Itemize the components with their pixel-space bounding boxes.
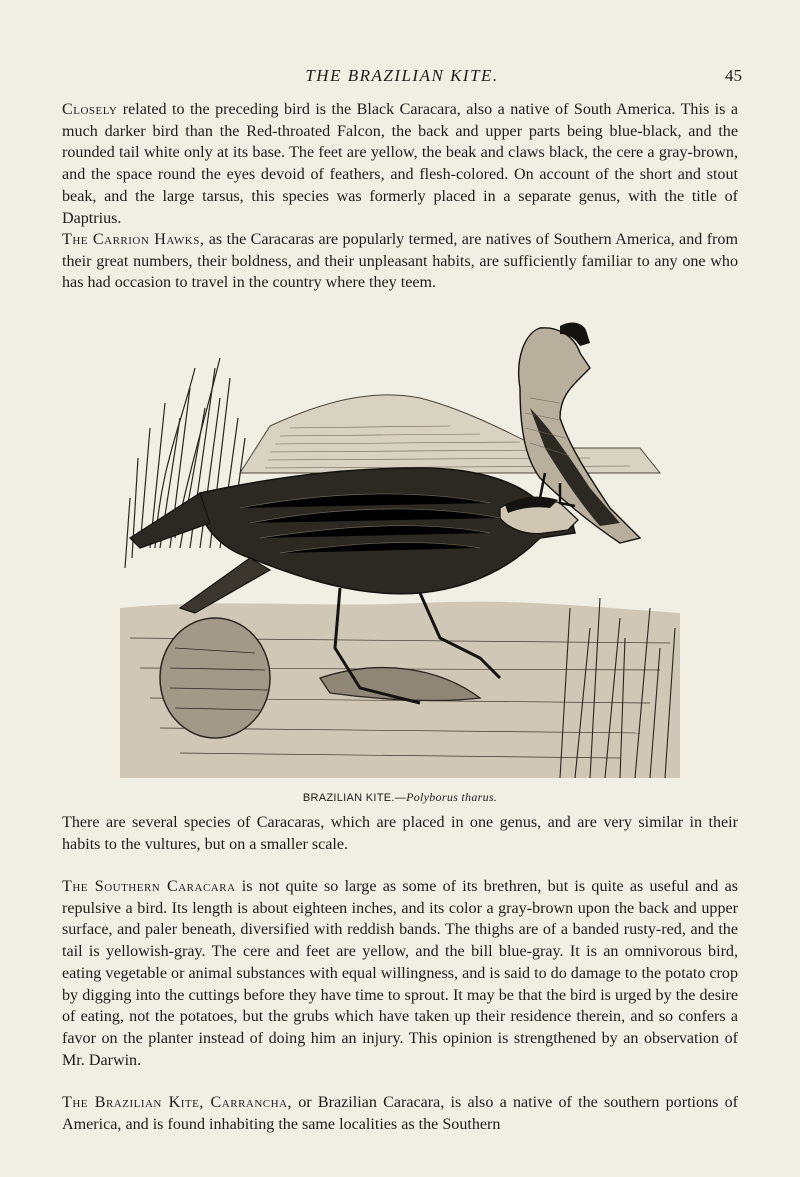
paragraph-text: related to the preceding bird is the Black Caracara, also a native of South America. This is a much darker bird than the Red-throated Falcon, the back and upper parts being blue-black, and the rounded tail white only at its base. The feet are yellow, the beak and claws black, the cere a gray-brown, and the space round the eyes devoid of feathers, and flesh-colored. On account of the short and stout beak, and the large tarsus, this species was formerly placed in a separate genus, with the title of Daptrius. [62, 101, 738, 227]
paragraph-text: or Brazilian Caracara, is also a native of the southern portions of America, and is found inhabiting the same localities as the Southern [62, 1094, 738, 1133]
caption-title: BRAZILIAN KITE. [302, 792, 395, 804]
paragraph-southern-caracara [62, 876, 738, 1071]
caption-species: Polyborus tharus. [406, 790, 498, 804]
page-number: 45 [725, 66, 742, 85]
paragraph-caracara-species [62, 812, 738, 855]
running-title: THE BRAZILIAN KITE. [305, 66, 499, 85]
page-header [62, 62, 742, 90]
paragraph-lead: The Brazilian Kite, Carrancha, [62, 1094, 293, 1111]
figure-caption [0, 790, 800, 805]
paragraph-lead: Closely [62, 101, 118, 118]
paragraph-lead: The Carrion Hawks, [62, 231, 205, 248]
caption-dash: — [394, 792, 407, 804]
paragraph-lead: The Southern Caracara [62, 878, 236, 895]
paragraph-black-caracara [62, 99, 738, 229]
paragraph-text: as the Caracaras are popularly termed, are natives of Southern America, and from their great numbers, their boldness, and their unpleasant habits, are sufficiently familiar to any one who has had occasion to travel in the country where they teem. [62, 231, 738, 292]
paragraph-text: There are several species of Caracaras, which are placed in one genus, and are very similar in their habits to the vultures, but on a smaller scale. [62, 814, 738, 853]
brazilian-kite-engraving [120, 308, 680, 792]
paragraph-carrion-hawks [62, 229, 738, 294]
paragraph-text: is not quite so large as some of its brethren, but is quite as useful and as repulsive a bird. Its length is about eighteen inches, and its color a gray-brown upon the back and upper surface, and paler beneath, diversified with reddish bands. The thighs are of a banded rusty-red, and the tail is yellowish-gray. The cere and feet are yellow, and the bill blue-gray. It is an omnivorous bird, eating vegetable or animal substances with equal willingness, and is said to do damage to the potato crop by digging into the cuttings before they have time to sprout. It may be that the bird is urged by the desire of eating, not the potatoes, but the grubs which have taken up their residence therein, and so confers a favor on the planter instead of doing him an injury. This opinion is strengthened by an observation of Mr. Darwin. [62, 878, 738, 1069]
paragraph-brazilian-kite [62, 1092, 738, 1135]
